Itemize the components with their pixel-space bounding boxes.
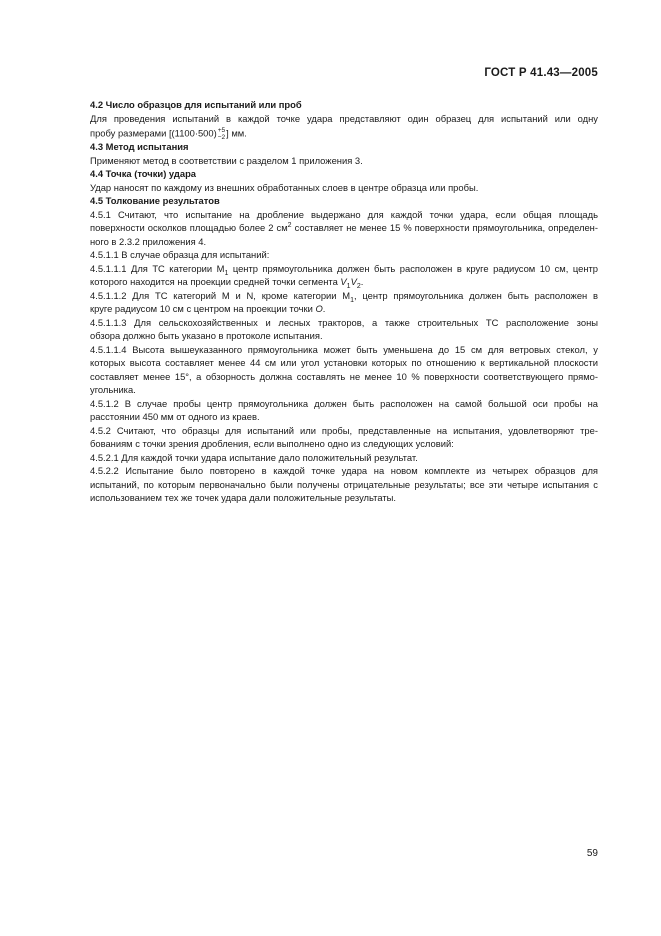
paragraph-line: 4.5.1.2 В случае пробы центр прямоугольника должен быть расположен на самой большой оси пробы на (90, 398, 598, 409)
paragraph-line: Применяют метод в соответствии с разделом 1 приложения 3. (90, 155, 363, 166)
paragraph-line: угольника. (90, 384, 136, 395)
subscript: 1 (224, 269, 229, 277)
paragraph-line: Удар наносят по каждому из внешних обработанных слоев в центре образца или пробы. (90, 182, 479, 193)
tolerance-upper: +5 (217, 127, 226, 134)
document-code-header: ГОСТ Р 41.43—2005 (484, 67, 598, 79)
text-fragment: 4.5.1.1.2 Для ТС категорий M и N, кроме категории M (90, 290, 351, 301)
paragraph-line (90, 263, 598, 277)
subscript: 2 (356, 282, 361, 290)
point-o: O (315, 303, 323, 314)
paragraph-line: 4.5.1 Считают, что испытание на дробление выдержано для каждой точки удара, если общая площадь (90, 209, 598, 220)
text-fragment: . (360, 276, 364, 287)
text-fragment: круге радиусом 10 см с центром на проекции точки (90, 303, 316, 314)
paragraph-line: 4.5.2.2 Испытание было повторено в каждой точке удара на новом комплекте из четырех образцов для (90, 465, 598, 476)
paragraph-line: 4.5.1.1 В случае образца для испытаний: (90, 249, 270, 260)
paragraph-line (90, 303, 325, 314)
paragraph-line: составляет менее 15°, а обзорность должна составлять не менее 10 % поверхности соответствующего прямо- (90, 371, 598, 382)
paragraph-line: бованиям с точки зрения дробления, если выполнено одно из следующих условий: (90, 438, 454, 449)
paragraph-line (90, 127, 247, 141)
section-title: 4.4 Точка (точки) удара (90, 168, 197, 179)
text-fragment: поверхности осколков площадью более 2 см (90, 222, 288, 233)
tolerance-lower: −2 (217, 134, 226, 141)
text-fragment: центр прямоугольника должен быть расположен в круге радиусом 10 см, центр (228, 263, 598, 274)
page-number: 59 (586, 848, 598, 859)
text-fragment: ] мм. (226, 127, 247, 139)
subscript: 1 (350, 296, 355, 304)
subscript: 1 (346, 282, 351, 290)
text-fragment: . (322, 303, 326, 314)
tolerance-fraction (218, 127, 225, 141)
section-title: 4.3 Метод испытания (90, 141, 189, 152)
text-fragment: 4.5.1.1.1 Для ТС категории M (90, 263, 225, 274)
paragraph-line: 4.5.2.1 Для каждой точки удара испытание дало положительный результат. (90, 452, 418, 463)
paragraph-line (90, 222, 598, 233)
paragraph-line: испытаний, по которым первоначально были получены отрицательные результаты; все эти четыре испытания с (90, 479, 598, 490)
paragraph-line: 4.5.2 Считают, что образцы для испытаний или пробы, представленные на испытания, удовлетворяют тре- (90, 425, 598, 436)
text-fragment: пробу размерами [(1100·500) (90, 127, 217, 139)
section-title: 4.5 Толкование результатов (90, 195, 220, 206)
paragraph-line: использованием тех же точек удара дали положительные результаты. (90, 492, 397, 503)
text-fragment: составляет не менее 15 % поверхности прямоугольника, определен- (291, 222, 598, 233)
paragraph-line: 4.5.1.1.3 Для сельскохозяйственных и лесных тракторов, а также строительных ТС расположение зоны (90, 317, 598, 328)
paragraph-line: ного в 2.3.2 приложения 4. (90, 236, 207, 247)
section-title: 4.2 Число образцов для испытаний или проб (90, 99, 302, 110)
superscript: 2 (287, 221, 292, 229)
text-fragment: которого находится на проекции средней точки сегмента (90, 276, 341, 287)
segment-point-v1: V (340, 276, 347, 287)
text-fragment: , центр прямоугольника должен быть расположен в (354, 290, 598, 301)
paragraph-line: обзора должно быть указано в протоколе испытания. (90, 330, 323, 341)
paragraph-line: которых высота составляет менее 44 см или угол установки которых по отношению к вертикальной плоскости (90, 357, 598, 368)
paragraph-line (90, 276, 364, 290)
paragraph-line: Для проведения испытаний в каждой точке удара представляют один образец для испытаний или одну (90, 113, 598, 124)
segment-point-v2: V (350, 276, 357, 287)
paragraph-line: расстоянии 450 мм от одного из краев. (90, 411, 260, 422)
paragraph-line: 4.5.1.1.4 Высота вышеуказанного прямоугольника может быть уменьшена до 15 см для ветровых стекол, у (90, 344, 598, 355)
paragraph-line (90, 290, 598, 304)
